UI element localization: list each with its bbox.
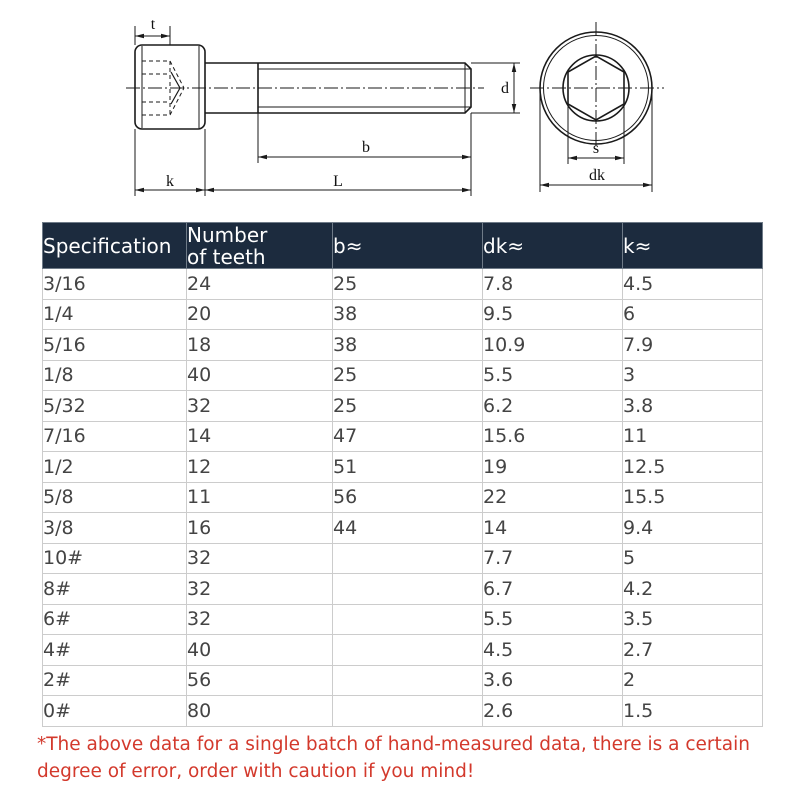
teeth-cell: 20	[187, 299, 333, 330]
k-cell: 2	[623, 665, 763, 696]
specification-cell: 5/16	[43, 330, 187, 361]
dim-label-L: L	[333, 173, 343, 190]
teeth-cell: 24	[187, 269, 333, 300]
specification-cell: 6#	[43, 604, 187, 635]
specification-cell: 5/32	[43, 391, 187, 422]
b-cell: 56	[333, 482, 483, 513]
teeth-cell: 18	[187, 330, 333, 361]
header-specification: Specification	[43, 223, 187, 269]
b-cell	[333, 543, 483, 574]
dk-cell: 10.9	[483, 330, 623, 361]
teeth-cell: 32	[187, 604, 333, 635]
dim-label-d: d	[501, 80, 509, 97]
teeth-cell: 32	[187, 574, 333, 605]
b-cell	[333, 665, 483, 696]
k-cell: 4.2	[623, 574, 763, 605]
dk-cell: 7.8	[483, 269, 623, 300]
specification-cell: 5/8	[43, 482, 187, 513]
dk-cell: 6.7	[483, 574, 623, 605]
dim-label-t: t	[150, 16, 156, 33]
table-row	[43, 604, 763, 635]
b-cell: 25	[333, 391, 483, 422]
table-row	[43, 421, 763, 452]
specification-cell: 3/16	[43, 269, 187, 300]
header-dk: dk≈	[483, 223, 623, 269]
k-cell: 3	[623, 360, 763, 391]
b-cell: 38	[333, 299, 483, 330]
header-number-of-teeth-line2: of teeth	[187, 244, 266, 269]
table-row	[43, 513, 763, 544]
spec-table	[42, 222, 763, 727]
header-k: k≈	[623, 223, 763, 269]
b-cell	[333, 604, 483, 635]
table-row	[43, 360, 763, 391]
b-cell: 25	[333, 360, 483, 391]
teeth-cell: 32	[187, 391, 333, 422]
table-row	[43, 299, 763, 330]
specification-cell: 7/16	[43, 421, 187, 452]
teeth-cell: 40	[187, 360, 333, 391]
header-b: b≈	[333, 223, 483, 269]
dk-cell: 14	[483, 513, 623, 544]
bolt-technical-drawing	[0, 0, 800, 215]
b-cell: 44	[333, 513, 483, 544]
dk-cell: 5.5	[483, 604, 623, 635]
specification-cell: 0#	[43, 696, 187, 727]
dk-cell: 6.2	[483, 391, 623, 422]
table-row	[43, 269, 763, 300]
dim-label-s: s	[592, 140, 600, 157]
header-number-of-teeth	[187, 223, 333, 269]
b-cell: 38	[333, 330, 483, 361]
k-cell: 3.5	[623, 604, 763, 635]
dk-cell: 2.6	[483, 696, 623, 727]
table-row	[43, 452, 763, 483]
b-cell: 25	[333, 269, 483, 300]
dk-cell: 9.5	[483, 299, 623, 330]
teeth-cell: 32	[187, 543, 333, 574]
specification-cell: 1/2	[43, 452, 187, 483]
b-cell: 51	[333, 452, 483, 483]
k-cell: 6	[623, 299, 763, 330]
teeth-cell: 16	[187, 513, 333, 544]
specification-cell: 1/8	[43, 360, 187, 391]
k-cell: 2.7	[623, 635, 763, 666]
teeth-cell: 56	[187, 665, 333, 696]
spec-table-body	[43, 269, 763, 727]
dim-label-dk: dk	[589, 167, 605, 184]
header-row	[43, 223, 763, 269]
side-view-dimensions	[135, 26, 520, 196]
teeth-cell: 40	[187, 635, 333, 666]
spec-table-header	[43, 223, 763, 269]
dk-cell: 5.5	[483, 360, 623, 391]
k-cell: 15.5	[623, 482, 763, 513]
b-cell	[333, 574, 483, 605]
disclaimer-line-1: *The above data for a single batch of hand-measured data, there is a certain	[37, 734, 750, 755]
k-cell: 12.5	[623, 452, 763, 483]
k-cell: 5	[623, 543, 763, 574]
specification-cell: 2#	[43, 665, 187, 696]
b-cell	[333, 635, 483, 666]
dk-cell: 15.6	[483, 421, 623, 452]
header-number-of-teeth-line1: Number	[187, 222, 268, 247]
k-cell: 4.5	[623, 269, 763, 300]
dk-cell: 3.6	[483, 665, 623, 696]
k-cell: 11	[623, 421, 763, 452]
k-cell: 7.9	[623, 330, 763, 361]
dim-label-k: k	[166, 173, 174, 190]
table-row	[43, 391, 763, 422]
specification-cell: 1/4	[43, 299, 187, 330]
b-cell	[333, 696, 483, 727]
specification-cell: 8#	[43, 574, 187, 605]
b-cell: 47	[333, 421, 483, 452]
end-view	[530, 22, 664, 150]
teeth-cell: 12	[187, 452, 333, 483]
table-row	[43, 635, 763, 666]
dk-cell: 19	[483, 452, 623, 483]
dk-cell: 7.7	[483, 543, 623, 574]
specification-cell: 3/8	[43, 513, 187, 544]
side-view	[126, 45, 484, 129]
k-cell: 1.5	[623, 696, 763, 727]
table-row	[43, 543, 763, 574]
k-cell: 3.8	[623, 391, 763, 422]
dim-label-b: b	[362, 139, 370, 156]
specification-cell: 10#	[43, 543, 187, 574]
teeth-cell: 11	[187, 482, 333, 513]
table-row	[43, 574, 763, 605]
k-cell: 9.4	[623, 513, 763, 544]
teeth-cell: 80	[187, 696, 333, 727]
table-row	[43, 330, 763, 361]
dk-cell: 22	[483, 482, 623, 513]
table-row	[43, 482, 763, 513]
bolt-head-outline	[135, 45, 205, 129]
table-row	[43, 696, 763, 727]
table-row	[43, 665, 763, 696]
dk-cell: 4.5	[483, 635, 623, 666]
disclaimer-line-2: degree of error, order with caution if you mind!	[37, 761, 475, 782]
teeth-cell: 14	[187, 421, 333, 452]
specification-cell: 4#	[43, 635, 187, 666]
